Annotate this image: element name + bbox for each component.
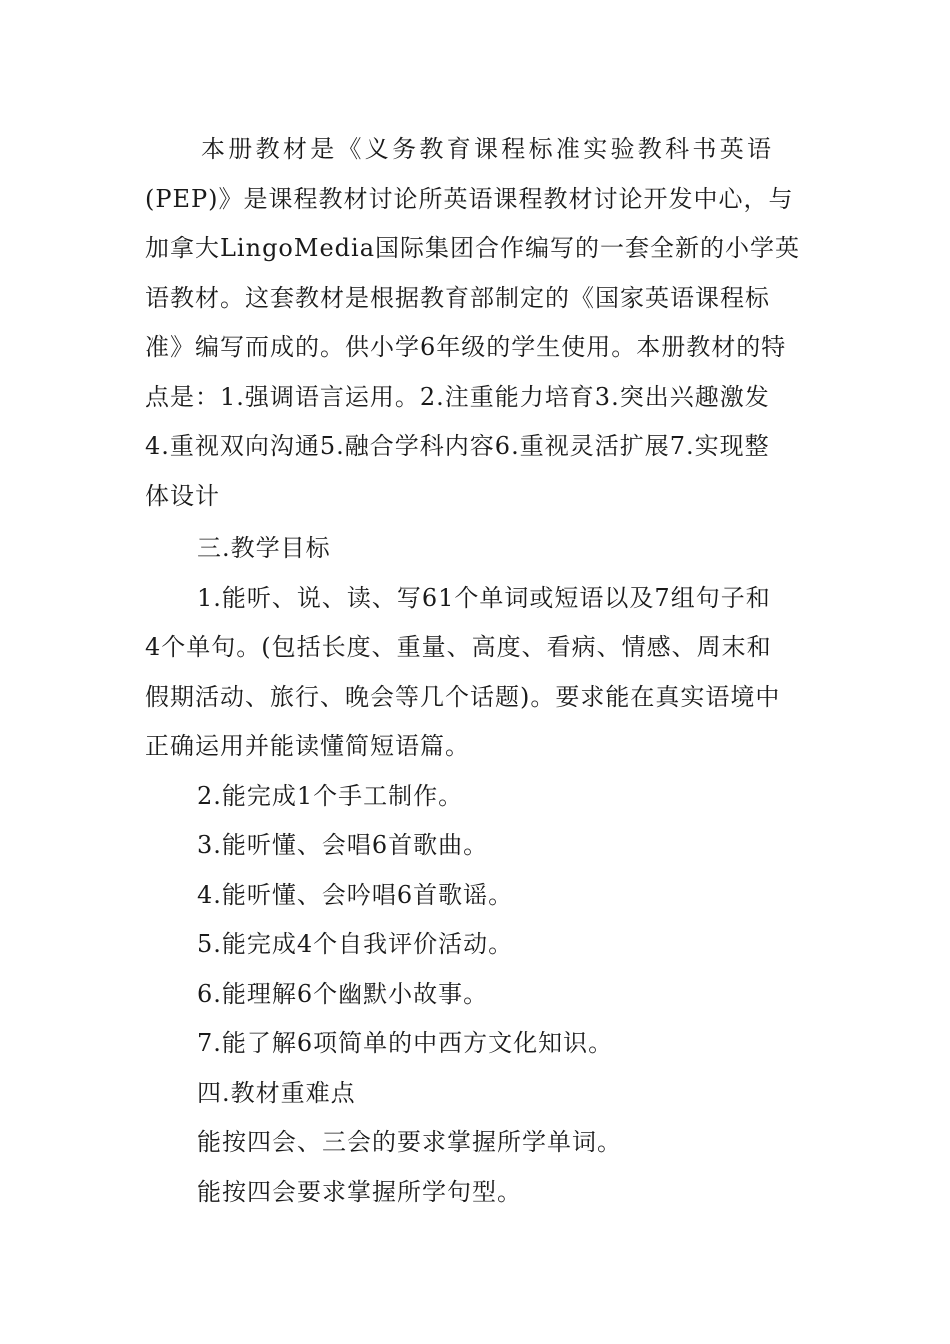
document-body	[145, 125, 810, 1217]
intro-line: 4.重视双向沟通5.融合学科内容6.重视灵活扩展7.实现整	[145, 432, 770, 460]
goal-item-7: 7.能了解6项简单的中西方文化知识。	[197, 1029, 614, 1057]
section-heading-teaching-goals: 三.教学目标	[197, 534, 331, 562]
goal-item-4: 4.能听懂、会吟唱6首歌谣。	[197, 880, 514, 909]
key-point-item: 能按四会要求掌握所学句型。	[197, 1177, 522, 1206]
goal-line: 正确运用并能读懂简短语篇。	[145, 732, 470, 760]
key-point-item: 能按四会、三会的要求掌握所学单词。	[197, 1128, 622, 1156]
section-heading-key-points: 四.教材重难点	[197, 1078, 356, 1107]
goal-item-1	[145, 574, 810, 772]
intro-line: 语教材。这套教材是根据教育部制定的《国家英语课程标	[145, 283, 770, 312]
intro-line: 本册教材是《义务教育课程标准实验教科书英语	[201, 135, 775, 163]
intro-paragraph	[145, 125, 810, 521]
goal-item-6: 6.能理解6个幽默小故事。	[197, 979, 489, 1008]
goal-item-3: 3.能听懂、会唱6首歌曲。	[197, 831, 489, 859]
intro-line: 准》编写而成的。供小学6年级的学生使用。本册教材的特	[145, 333, 787, 361]
intro-line: (PEP)》是课程教材讨论所英语课程教材讨论开发中心，与	[145, 184, 794, 213]
intro-line: 体设计	[145, 481, 220, 510]
goal-line: 假期活动、旅行、晚会等几个话题)。要求能在真实语境中	[145, 682, 781, 711]
goal-line: 4个单句。(包括长度、重量、高度、看病、情感、周末和	[145, 633, 772, 661]
intro-line: 点是：1.强调语言运用。2.注重能力培育3.突出兴趣激发	[145, 382, 770, 411]
goal-item-5: 5.能完成4个自我评价活动。	[197, 930, 514, 958]
intro-line: 加拿大LingoMedia国际集团合作编写的一套全新的小学英	[145, 234, 801, 262]
goal-line: 1.能听、说、读、写61个单词或短语以及7组句子和	[197, 583, 771, 612]
goal-item-2: 2.能完成1个手工制作。	[197, 781, 464, 810]
